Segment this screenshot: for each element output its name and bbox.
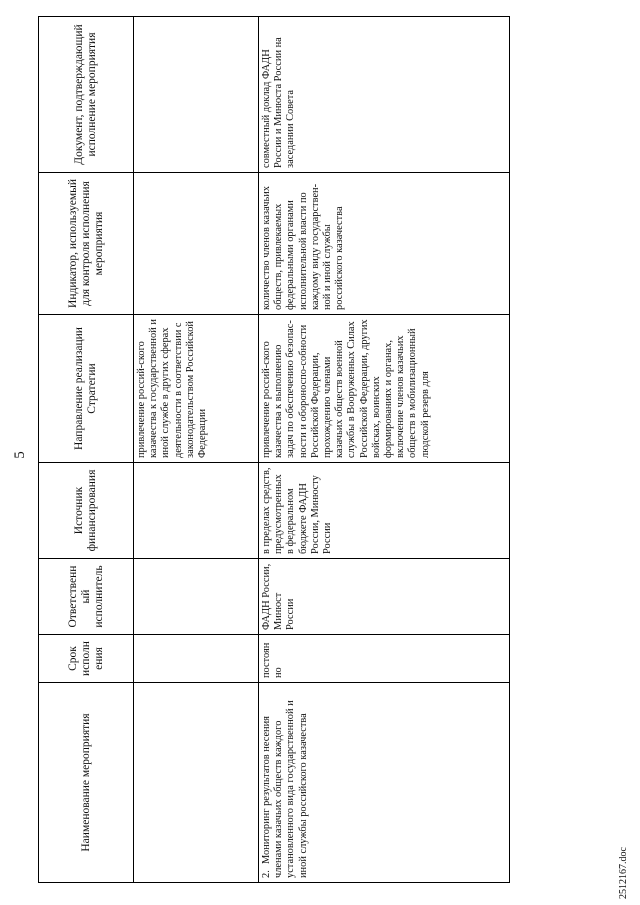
measures-table bbox=[38, 16, 510, 883]
table-row bbox=[134, 17, 259, 883]
cell-indicator bbox=[134, 173, 259, 315]
cell-name bbox=[259, 683, 510, 883]
cell-term: постоянно bbox=[259, 635, 510, 683]
document-id: 2512167.doc bbox=[618, 847, 629, 899]
cell-direction: привлечение россий-ского казачества к выполнению задач по обеспечению безопас-ности и обороноспо-собности Российской Федерации, прохождению членами казачьих обществ военной службы в Вооруженных Силах Российской Федерации, других войсках, воинских формированиях и органах, включение членов казачьих обществ в мобилизационный людской резерв для bbox=[259, 315, 510, 463]
table-header-row bbox=[39, 17, 134, 883]
row-number: 2. bbox=[261, 870, 272, 878]
cell-financing bbox=[134, 463, 259, 559]
cell-responsible bbox=[134, 559, 259, 635]
header-responsible: Ответственный исполнитель bbox=[39, 559, 134, 635]
header-document: Документ, подтверждающий исполнение мероприятия bbox=[39, 17, 134, 173]
header-term: Срок исполнения bbox=[39, 635, 134, 683]
cell-direction: привлечение россий-ского казачества к государственной и иной службе в других сферах деятельности в соответствии с законодательством Российской Федерации bbox=[134, 315, 259, 463]
cell-name bbox=[134, 683, 259, 883]
page-number: 5 bbox=[12, 451, 28, 459]
cell-document bbox=[134, 17, 259, 173]
cell-document: совместный доклад ФАДН России и Минюста России на заседании Совета bbox=[259, 17, 510, 173]
cell-financing: в пределах средств, предусмотренных в федеральном бюджете ФАДН России, Минюсту России bbox=[259, 463, 510, 559]
cell-indicator: количество членов казачьих обществ, привлекаемых федеральными органами исполнительной власти по каждому виду государствен-ной и иной службы российского казачества bbox=[259, 173, 510, 315]
header-financing: Источник финансирования bbox=[39, 463, 134, 559]
header-name: Наименование мероприятия bbox=[39, 683, 134, 883]
header-indicator: Индикатор, используемый для контроля исполнения мероприятия bbox=[39, 173, 134, 315]
measure-name: Мониторинг результатов несения членами казачьих обществ каждого установленного вида государственной и иной службы российского казачества bbox=[261, 700, 309, 878]
cell-responsible: ФАДН России, Минюст России bbox=[259, 559, 510, 635]
cell-term bbox=[134, 635, 259, 683]
header-direction: Направление реализации Стратегии bbox=[39, 315, 134, 463]
table-row bbox=[259, 17, 510, 883]
